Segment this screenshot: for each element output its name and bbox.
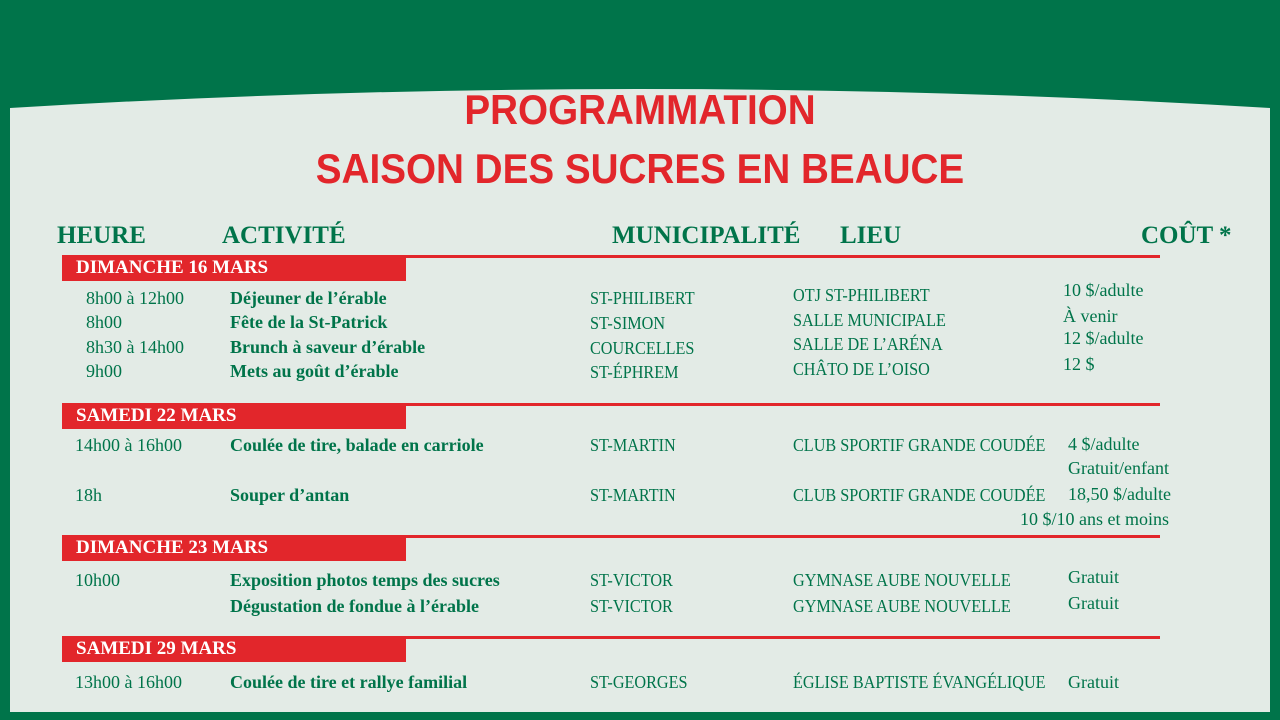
place-cell: ÉGLISE BAPTISTE ÉVANGÉLIQUE (793, 672, 1046, 692)
day-divider (406, 403, 1160, 406)
time-cell: 9h00 (86, 361, 122, 381)
activity-cell: Brunch à saveur d’érable (230, 337, 426, 357)
cost-cell: 10 $/adulte (1063, 280, 1144, 300)
cost-cell: 12 $ (1063, 354, 1095, 374)
day-header: SAMEDI 29 MARS (62, 636, 406, 662)
time-cell: 8h30 à 14h00 (86, 337, 184, 357)
cost-cell: Gratuit (1068, 672, 1119, 692)
town-cell: COURCELLES (590, 338, 695, 358)
time-cell: 8h00 (86, 312, 122, 332)
time-cell: 8h00 à 12h00 (86, 288, 184, 308)
day-header: DIMANCHE 23 MARS (62, 535, 406, 561)
place-cell: OTJ ST-PHILIBERT (793, 285, 930, 305)
cost-cell: Gratuit (1068, 593, 1119, 613)
day-header: SAMEDI 22 MARS (62, 403, 406, 429)
cost-cell: 18,50 $/adulte (1068, 484, 1171, 504)
place-cell: GYMNASE AUBE NOUVELLE (793, 570, 1011, 590)
activity-cell: Déjeuner de l’érable (230, 288, 387, 308)
time-cell: 18h (75, 485, 102, 505)
time-cell: 14h00 à 16h00 (75, 435, 182, 455)
place-cell: GYMNASE AUBE NOUVELLE (793, 596, 1011, 616)
place-cell: CLUB SPORTIF GRANDE COUDÉE (793, 435, 1046, 455)
town-cell: ST-MARTIN (590, 485, 676, 505)
activity-cell: Mets au goût d’érable (230, 361, 399, 381)
time-cell: 13h00 à 16h00 (75, 672, 182, 692)
place-cell: CLUB SPORTIF GRANDE COUDÉE (793, 485, 1046, 505)
column-header-lieu: LIEU (840, 222, 902, 249)
cost-cell: Gratuit (1068, 567, 1119, 587)
time-cell: 10h00 (75, 570, 120, 590)
town-cell: ST-SIMON (590, 313, 666, 333)
place-cell: SALLE MUNICIPALE (793, 310, 946, 330)
page-title: PROGRAMMATION (464, 86, 816, 133)
town-cell: ST-PHILIBERT (590, 288, 695, 308)
town-cell: ST-MARTIN (590, 435, 676, 455)
day-divider (406, 255, 1160, 258)
day-header: DIMANCHE 16 MARS (62, 255, 406, 281)
cost-cell: 4 $/adulte (1068, 434, 1140, 454)
cost-cell: 10 $/10 ans et moins (1020, 509, 1169, 529)
column-header-municipalite: MUNICIPALITÉ (612, 222, 801, 249)
cost-cell: À venir (1063, 306, 1118, 326)
page-subtitle: SAISON DES SUCRES EN BEAUCE (315, 145, 965, 192)
activity-cell: Souper d’antan (230, 485, 350, 505)
town-cell: ST-VICTOR (590, 596, 673, 616)
activity-cell: Coulée de tire et rallye familial (230, 672, 468, 692)
activity-cell: Coulée de tire, balade en carriole (230, 435, 484, 455)
place-cell: SALLE DE L’ARÉNA (793, 334, 943, 354)
place-cell: CHÂTO DE L’OISO (793, 359, 930, 379)
column-header-cout: COÛT * (1141, 222, 1232, 249)
activity-cell: Exposition photos temps des sucres (230, 570, 500, 590)
cost-cell: Gratuit/enfant (1068, 458, 1169, 478)
column-header-heure: HEURE (57, 222, 146, 249)
day-divider (406, 535, 1160, 538)
cost-cell: 12 $/adulte (1063, 328, 1144, 348)
town-cell: ST-GEORGES (590, 672, 688, 692)
town-cell: ST-VICTOR (590, 570, 673, 590)
town-cell: ST-ÉPHREM (590, 362, 679, 382)
activity-cell: Fête de la St-Patrick (230, 312, 388, 332)
day-divider (406, 636, 1160, 639)
activity-cell: Dégustation de fondue à l’érable (230, 596, 479, 616)
column-header-activite: ACTIVITÉ (222, 222, 346, 249)
